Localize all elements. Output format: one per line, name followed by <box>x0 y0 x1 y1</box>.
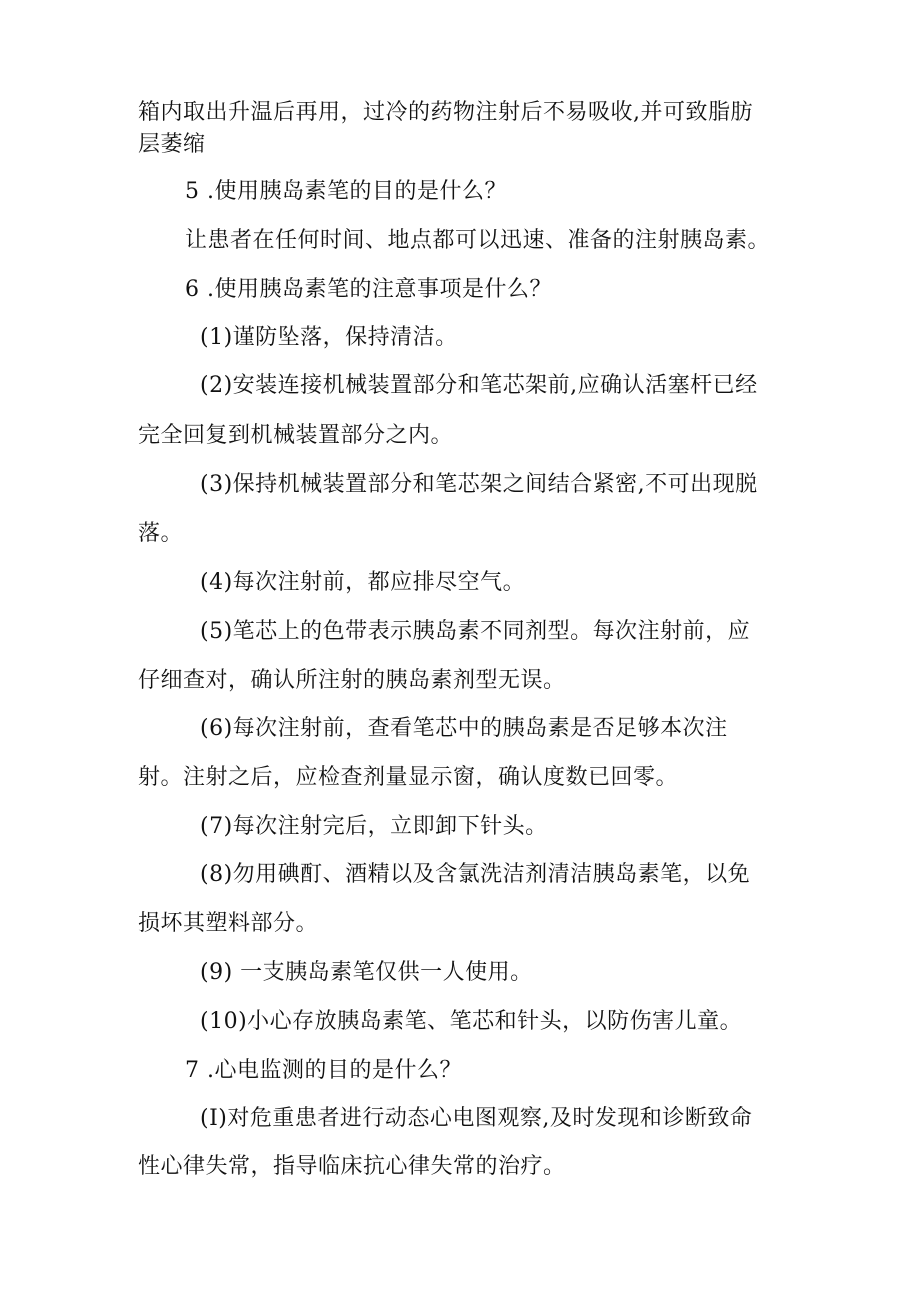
list-item-continuation: 射。注射之后，应检查剂量显示窗，确认度数已回零。 <box>138 765 679 790</box>
list-item-continuation: 落。 <box>138 521 184 546</box>
list-item: (6)每次注射前，查看笔芯中的胰岛素是否足够本次注 <box>200 716 728 741</box>
question-heading: 6 .使用胰岛素笔的注意事项是什么？ <box>185 277 552 302</box>
list-item: (9) 一支胰岛素笔仅供一人使用。 <box>200 960 533 985</box>
list-item-continuation: 仔细查对，确认所注射的胰岛素剂型无误。 <box>138 668 566 693</box>
text-line: 箱内取出升温后再用，过冷的药物注射后不易吸收,并可致脂肪 <box>138 100 753 125</box>
list-item: (3)保持机械装置部分和笔芯架之间结合紧密,不可出现脱 <box>200 472 758 497</box>
list-item: (4)每次注射前，都应排尽空气。 <box>200 570 526 595</box>
list-item: (I)对危重患者进行动态心电图观察,及时发现和诊断致命 <box>200 1106 753 1131</box>
answer-text: 让患者在任何时间、地点都可以迅速、准备的注射胰岛素。 <box>185 228 771 253</box>
list-item: (1)谨防坠落，保持清洁。 <box>200 325 458 350</box>
list-item-continuation: 完全回复到机械装置部分之内。 <box>138 423 454 448</box>
list-item: (2)安装连接机械装置部分和笔芯架前,应确认活塞杆已经 <box>200 373 758 398</box>
question-heading: 5 .使用胰岛素笔的目的是什么？ <box>185 179 507 204</box>
list-item-continuation: 性心律失常，指导临床抗心律失常的治疗。 <box>138 1154 566 1179</box>
question-heading: 7 .心电监测的目的是什么？ <box>185 1058 462 1083</box>
list-item: (10)小心存放胰岛素笔、笔芯和针头，以防伤害儿童。 <box>200 1009 743 1034</box>
list-item-continuation: 损坏其塑料部分。 <box>138 911 319 936</box>
list-item: (7)每次注射完后，立即卸下针头。 <box>200 814 548 839</box>
text-line: 层萎缩 <box>138 132 206 157</box>
list-item: (8)勿用碘酊、酒精以及含氯洗洁剂清洁胰岛素笔，以免 <box>200 862 751 887</box>
list-item: (5)笔芯上的色带表示胰岛素不同剂型。每次注射前，应 <box>200 619 751 644</box>
